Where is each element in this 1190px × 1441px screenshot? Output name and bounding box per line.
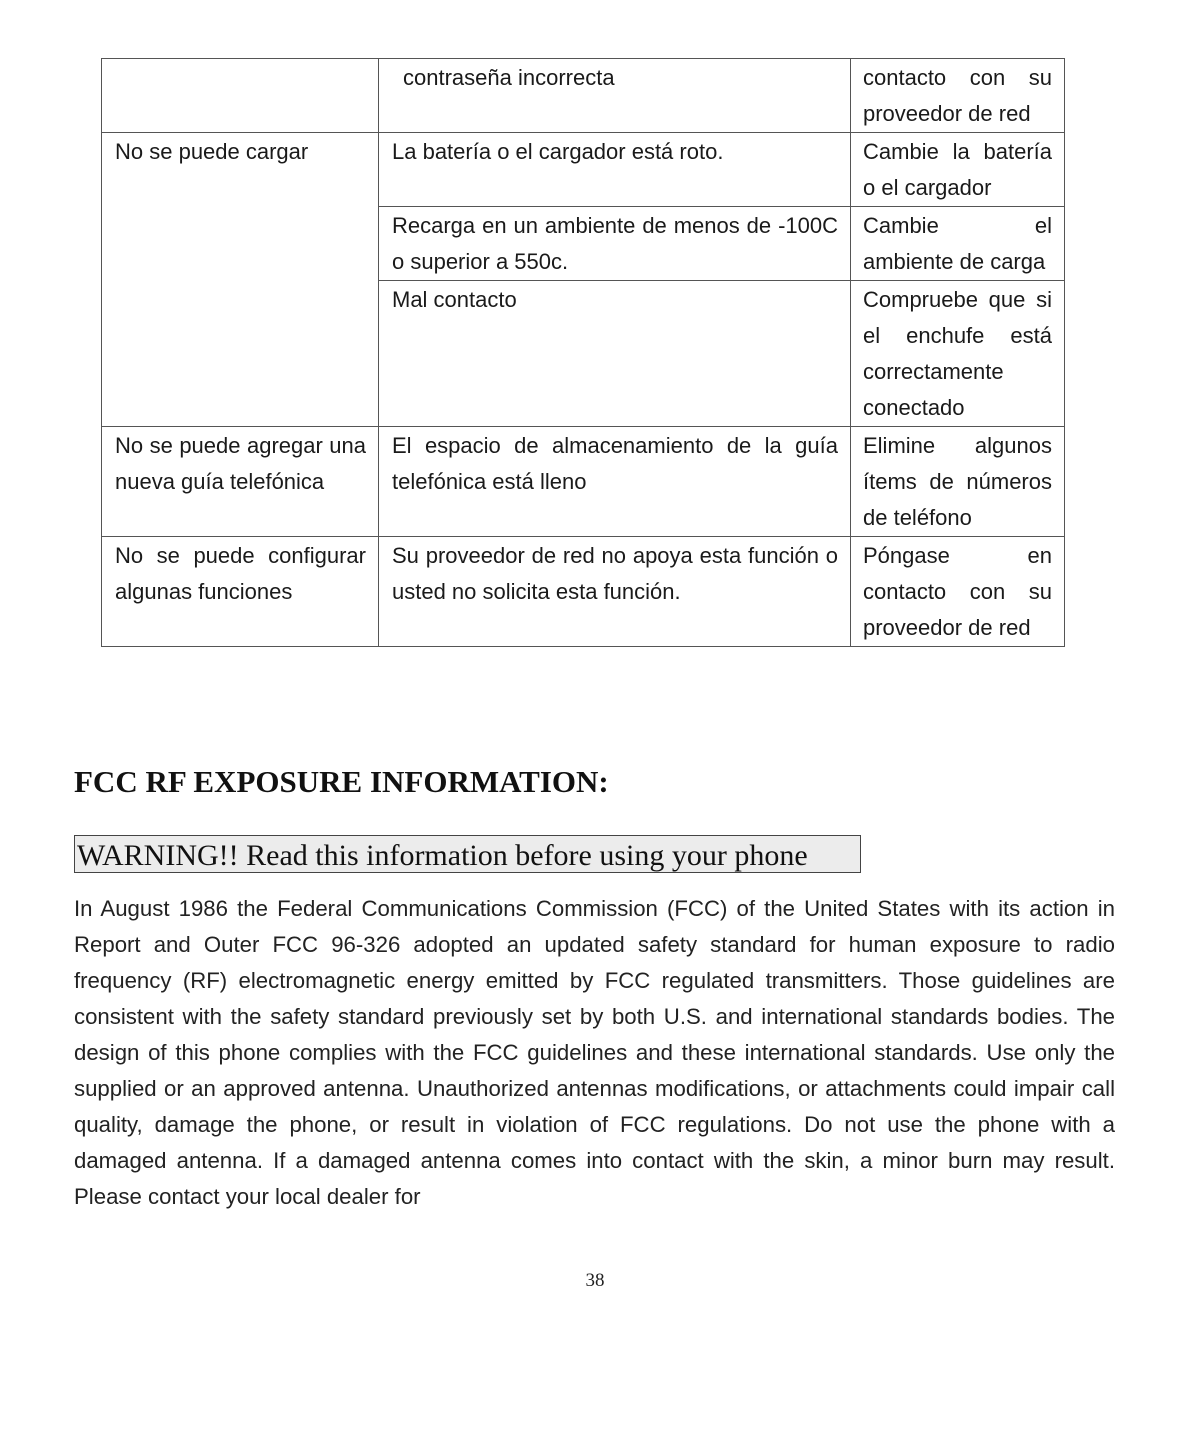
problem-cell: No se puede agregar una nueva guía telefónica — [102, 427, 379, 537]
cause-cell: Mal contacto — [379, 281, 851, 427]
cause-cell: Recarga en un ambiente de menos de -100C o superior a 550c. — [379, 207, 851, 281]
problem-cell — [102, 59, 379, 133]
solution-cell: Póngase en contacto con su proveedor de red — [851, 537, 1065, 647]
solution-cell: Cambie el ambiente de carga — [851, 207, 1065, 281]
cause-cell: contraseña incorrecta — [379, 59, 851, 133]
cause-cell: La batería o el cargador está roto. — [379, 133, 851, 207]
solution-cell: Cambie la batería o el cargador — [851, 133, 1065, 207]
table-row — [102, 537, 1065, 647]
body-paragraph: In August 1986 the Federal Communications Commission (FCC) of the United States with its action in Report and Outer FCC 96-326 adopted an updated safety standard for human exposure to radio frequency (RF) electromagnetic energy emitted by FCC regulated transmitters. Those guidelines are consistent with the safety standard previously set by both U.S. and international standards bodies. The design of this phone complies with the FCC guidelines and these international standards. Use only the supplied or an approved antenna. Unauthorized antennas modifications, or attachments could impair call quality, damage the phone, or result in violation of FCC regulations. Do not use the phone with a damaged antenna. If a damaged antenna comes into contact with the skin, a minor burn may result. Please contact your local dealer for — [74, 896, 1115, 1209]
problem-cell: No se puede configurar algunas funciones — [102, 537, 379, 647]
cause-cell: Su proveedor de red no apoya esta función o usted no solicita esta función. — [379, 537, 851, 647]
table-row — [102, 133, 1065, 207]
table-row — [102, 427, 1065, 537]
warning-box: WARNING!! Read this information before using your phone — [74, 835, 861, 873]
troubleshooting-table — [101, 58, 1065, 647]
problem-cell: No se puede cargar — [102, 133, 379, 427]
section-heading: FCC RF EXPOSURE INFORMATION: — [74, 764, 609, 799]
solution-cell: Compruebe que si el enchufe está correctamente conectado — [851, 281, 1065, 427]
solution-cell: contacto con su proveedor de red — [851, 59, 1065, 133]
table-row — [102, 59, 1065, 133]
cause-cell: El espacio de almacenamiento de la guía telefónica está lleno — [379, 427, 851, 537]
page-number: 38 — [585, 1270, 605, 1291]
solution-cell: Elimine algunos ítems de números de teléfono — [851, 427, 1065, 537]
